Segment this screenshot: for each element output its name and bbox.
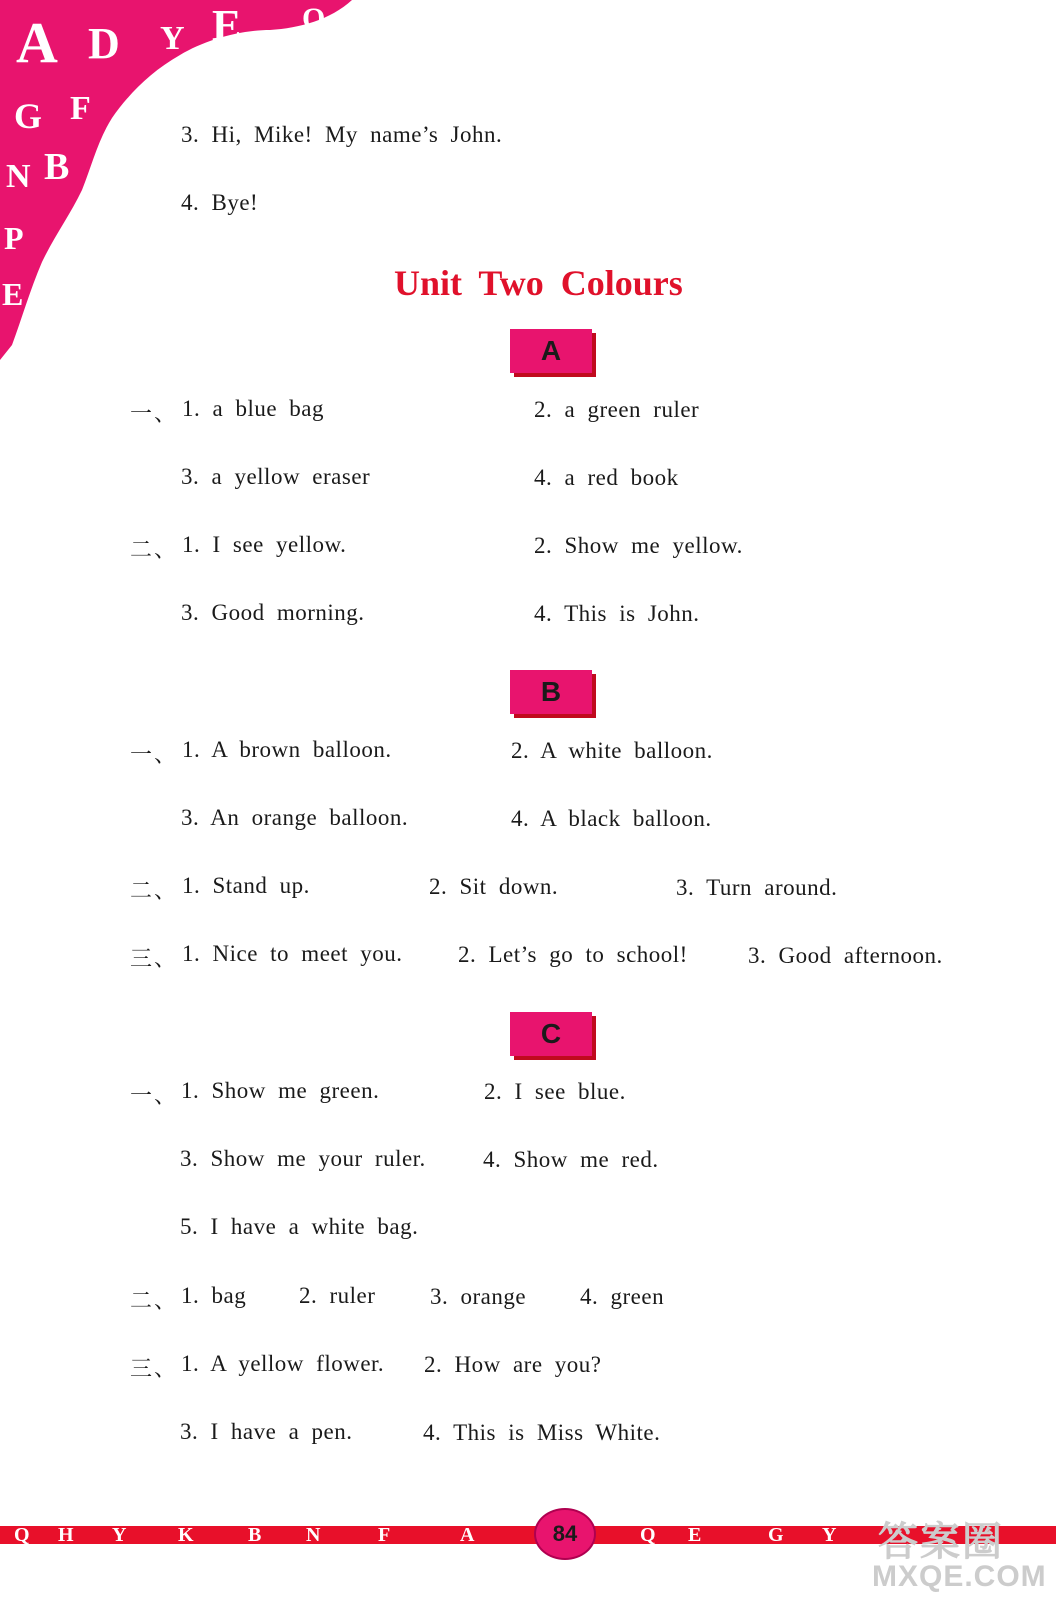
answer-item: 2. Let’s go to school! (458, 942, 688, 967)
corner-letter: P (4, 220, 24, 256)
corner-letter: Q (302, 2, 326, 35)
corner-letter: N (6, 158, 31, 195)
answer-item: 2. Show me yellow. (534, 533, 743, 558)
answer-item: 1. A yellow flower. (181, 1351, 385, 1376)
question-marker: 二、 (130, 878, 179, 903)
answer-item: 4. A black balloon. (511, 806, 712, 831)
answer-item: 4. Show me red. (483, 1147, 659, 1172)
corner-letter: F (70, 90, 91, 127)
answer-item: 1. Show me green. (181, 1078, 380, 1103)
answer-item: 3. I have a pen. (180, 1419, 353, 1444)
watermark-url: MXQE.COM (872, 1560, 1047, 1593)
answer-item: 3. orange (430, 1284, 527, 1309)
answer-item: 1. Stand up. (182, 873, 310, 898)
question-marker: 一、 (130, 1083, 179, 1108)
footer-letter: E (688, 1524, 702, 1546)
answer-line: 4. Bye! (181, 190, 259, 215)
answer-item: 1. I see yellow. (182, 532, 347, 557)
footer-letter: B (248, 1524, 262, 1546)
answer-line: 3. Hi, Mike! My name’s John. (181, 122, 503, 147)
corner-letter: A (16, 10, 58, 75)
footer-letter: G (768, 1524, 784, 1546)
answer-item: 1. A brown balloon. (182, 737, 392, 762)
question-marker: 三、 (130, 1356, 179, 1381)
corner-letter: G (14, 96, 43, 136)
corner-letter: Y (160, 20, 185, 57)
watermark (864, 1510, 1047, 1596)
answer-item: 4. a red book (534, 465, 679, 490)
answer-item: 2. Sit down. (429, 874, 559, 899)
question-marker: 二、 (130, 537, 179, 562)
answer-item: 5. I have a white bag. (180, 1214, 419, 1239)
footer-letter: Y (822, 1524, 837, 1546)
section-badge-a: A (510, 329, 592, 373)
corner-letter: E (212, 1, 242, 50)
footer-letter: Y (112, 1524, 127, 1546)
question-marker: 一、 (130, 401, 179, 426)
unit-title: Unit Two Colours (394, 263, 683, 303)
answer-item: 4. green (580, 1284, 665, 1309)
watermark-text: 答案圈 (878, 1520, 1004, 1564)
answer-item: 1. bag (181, 1283, 247, 1308)
answer-item: 3. a yellow eraser (181, 464, 371, 489)
answer-item: 4. This is John. (534, 601, 700, 626)
corner-letter: D (88, 19, 120, 68)
question-marker: 二、 (130, 1288, 179, 1313)
footer-letter: Q (640, 1524, 656, 1546)
answer-item: 2. How are you? (424, 1352, 602, 1377)
answer-item: 3. Good morning. (181, 600, 365, 625)
footer-letter: A (460, 1524, 475, 1546)
answer-item: 4. This is Miss White. (423, 1420, 661, 1445)
footer-letter: Q (14, 1524, 30, 1546)
footer-letter: K (178, 1524, 194, 1546)
answer-item: 2. ruler (299, 1283, 376, 1308)
corner-letter: B (44, 146, 70, 188)
question-marker: 一、 (130, 742, 179, 767)
footer-letter: H (58, 1524, 74, 1546)
answer-item: 3. Show me your ruler. (180, 1146, 426, 1171)
answer-item: 2. A white balloon. (511, 738, 713, 763)
footer-letter: N (306, 1524, 321, 1546)
footer-letter: F (378, 1524, 391, 1546)
page-number: 84 (534, 1508, 596, 1560)
answer-item: 2. I see blue. (484, 1079, 626, 1104)
corner-letter: E (2, 276, 24, 312)
answer-item: 2. a green ruler (534, 397, 700, 422)
answer-item: 3. Good afternoon. (748, 943, 943, 968)
section-badge-b: B (510, 670, 592, 714)
answer-item: 3. An orange balloon. (181, 805, 409, 830)
answer-item: 1. Nice to meet you. (182, 941, 403, 966)
answer-item: 3. Turn around. (676, 875, 838, 900)
question-marker: 三、 (130, 946, 179, 971)
answer-item: 1. a blue bag (182, 396, 325, 421)
section-badge-c: C (510, 1012, 592, 1056)
